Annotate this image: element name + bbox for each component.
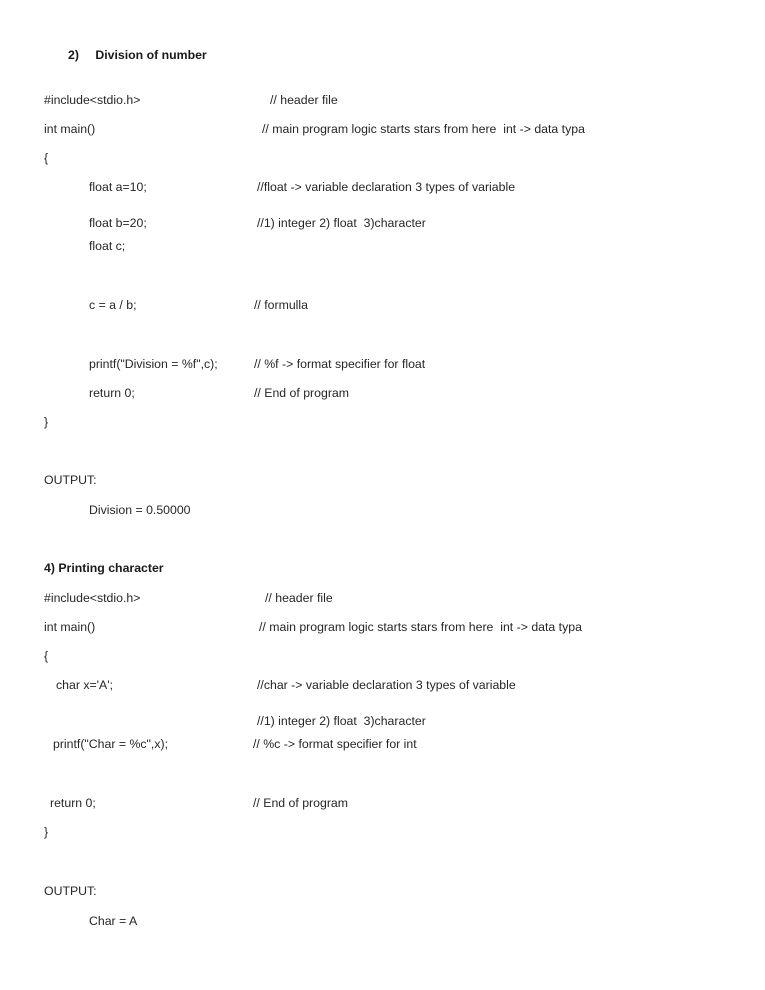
section-heading: 2) Division of number xyxy=(68,48,207,62)
code-text: return 0; xyxy=(89,386,135,400)
code-text: } xyxy=(44,825,49,839)
code-text: return 0; xyxy=(50,796,96,810)
code-line xyxy=(0,588,765,608)
code-line xyxy=(0,148,765,168)
code-comment: // main program logic starts stars from here int -> data typa xyxy=(259,620,582,634)
code-line xyxy=(0,383,765,403)
code-line xyxy=(0,90,765,110)
output-label: OUTPUT: xyxy=(44,473,97,487)
code-line xyxy=(0,646,765,666)
code-text: printf("Char = %c",x); xyxy=(53,737,168,751)
code-line xyxy=(0,711,765,731)
code-line xyxy=(0,236,765,256)
code-text: { xyxy=(44,151,49,165)
code-line xyxy=(0,793,765,813)
code-comment: // formulla xyxy=(254,298,308,312)
code-comment: //1) integer 2) float 3)character xyxy=(257,714,426,728)
code-line xyxy=(0,734,765,754)
output-value: Char = A xyxy=(89,914,138,928)
code-comment: //1) integer 2) float 3)character xyxy=(257,216,426,230)
code-text: c = a / b; xyxy=(89,298,137,312)
code-text: } xyxy=(44,415,49,429)
code-line xyxy=(0,177,765,197)
code-line xyxy=(0,295,765,315)
code-comment: //char -> variable declaration 3 types of variable xyxy=(257,678,516,692)
code-comment: // %f -> format specifier for float xyxy=(254,357,426,371)
code-text: char x='A'; xyxy=(56,678,113,692)
code-line xyxy=(0,675,765,695)
code-line xyxy=(0,213,765,233)
code-text: { xyxy=(44,649,49,663)
code-line xyxy=(0,354,765,374)
code-line xyxy=(0,412,765,432)
code-text: int main() xyxy=(44,620,96,634)
code-line xyxy=(0,119,765,139)
code-text: float c; xyxy=(89,239,126,253)
code-comment: // header file xyxy=(270,93,338,107)
code-text: float b=20; xyxy=(89,216,147,230)
code-text: printf("Division = %f",c); xyxy=(89,357,218,371)
code-comment: //float -> variable declaration 3 types of variable xyxy=(257,180,516,194)
code-comment: // header file xyxy=(265,591,333,605)
code-line xyxy=(0,822,765,842)
section-heading: 4) Printing character xyxy=(44,561,164,575)
code-comment: // %c -> format specifier for int xyxy=(253,737,417,751)
code-line xyxy=(0,617,765,637)
output-value: Division = 0.50000 xyxy=(89,503,191,517)
code-text: #include<stdio.h> xyxy=(44,591,141,605)
code-text: #include<stdio.h> xyxy=(44,93,141,107)
output-label: OUTPUT: xyxy=(44,884,97,898)
code-comment: // End of program xyxy=(254,386,350,400)
code-comment: // End of program xyxy=(253,796,349,810)
code-text: int main() xyxy=(44,122,96,136)
code-text: float a=10; xyxy=(89,180,147,194)
code-comment: // main program logic starts stars from here int -> data typa xyxy=(262,122,585,136)
